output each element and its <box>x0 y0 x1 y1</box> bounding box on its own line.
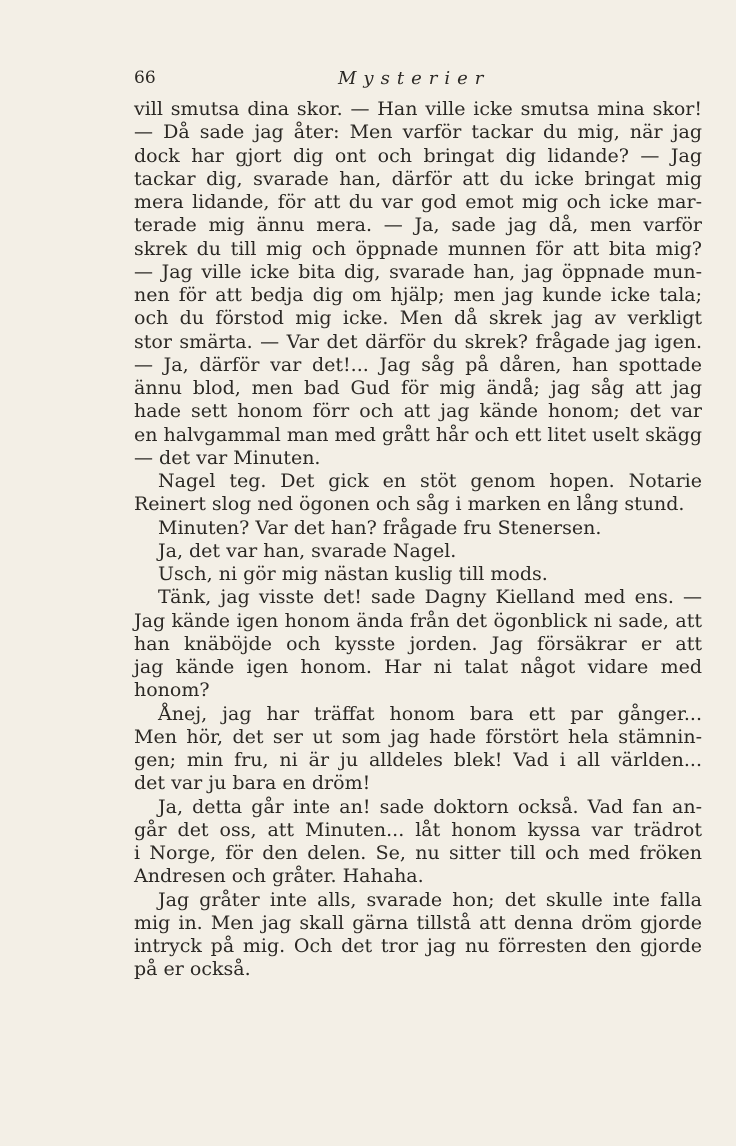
text-line: stor smärta. — Var det därför du skrek? frågade jag igen. <box>134 330 702 353</box>
text-line: en halvgammal man med grått hår och ett litet uselt skägg <box>134 423 703 446</box>
text-line: och du förstod mig icke. Men då skrek jag av verkligt <box>134 307 702 330</box>
text-line: — Ja, därför var det!... Jag såg på dåren, han spottade <box>134 353 702 376</box>
text-line: dock har gjort dig ont och bringat dig lidande? — Jag <box>134 144 702 167</box>
text-line: Ja, detta går inte an! sade doktorn också. Vad fan an- <box>158 795 702 818</box>
text-line: han knäböjde och kysste jorden. Jag försäkrar er att <box>134 632 702 655</box>
text-line: Usch, ni gör mig nästan kuslig till mods. <box>158 563 548 585</box>
text-line: skrek du till mig och öppnade munnen för att bita mig? <box>134 237 702 260</box>
text-line: tackar dig, svarade han, därför att du icke bringat mig <box>134 167 702 190</box>
text-line: vill smutsa dina skor. — Han ville icke smutsa mina skor! <box>134 98 702 120</box>
text-line: hade sett honom förr och att jag kände honom; det var <box>134 400 702 423</box>
text-line: Nagel teg. Det gick en stöt genom hopen. Notarie <box>158 470 702 492</box>
text-line: Ja, det var han, svarade Nagel. <box>158 539 457 562</box>
text-line: i Norge, för den delen. Se, nu sitter till och med fröken <box>134 842 702 864</box>
body-text <box>134 98 702 982</box>
page-header <box>134 64 702 98</box>
text-line: terade mig ännu mera. — Ja, sade jag då, men varför <box>134 214 702 237</box>
page-number: 66 <box>134 68 156 88</box>
text-line: intryck på mig. Och det tror jag nu förresten den gjorde <box>134 935 702 957</box>
text-line: på er också. <box>134 958 251 981</box>
text-line: Ånej, jag har träffat honom bara ett par gånger... <box>158 702 702 725</box>
text-line: — Då sade jag åter: Men varför tackar du mig, när jag <box>134 121 702 144</box>
book-page <box>134 64 702 982</box>
text-line: nen för att bedja dig om hjälp; men jag kunde icke tala; <box>134 284 702 306</box>
text-line: Jag kände igen honom ända från det ögonblick ni sade, att <box>134 609 702 632</box>
text-line: — det var Minuten. <box>134 446 321 469</box>
text-line: Reinert slog ned ögonen och såg i marken en lång stund. <box>134 493 685 516</box>
text-line: — Jag ville icke bita dig, svarade han, jag öppnade mun- <box>134 260 702 283</box>
text-line: Tänk, jag visste det! sade Dagny Kielland med ens. — <box>158 586 702 609</box>
text-line: Minuten? Var det han? frågade fru Stenersen. <box>158 516 602 539</box>
text-line: det var ju bara en dröm! <box>134 772 371 795</box>
text-line: honom? <box>134 679 210 702</box>
text-line: Andresen och gråter. Hahaha. <box>134 865 424 888</box>
text-line: mig in. Men jag skall gärna tillstå att denna dröm gjorde <box>134 911 702 934</box>
text-line: gen; min fru, ni är ju alldeles blek! Vad i all världen... <box>134 749 702 771</box>
text-line: Men hör, det ser ut som jag hade förstört hela stämnin- <box>134 725 702 748</box>
text-line: går det oss, att Minuten... låt honom kyssa var trädrot <box>134 818 702 841</box>
text-line: ännu blod, men bad Gud för mig ändå; jag såg att jag <box>134 377 702 399</box>
text-line: jag kände igen honom. Har ni talat något vidare med <box>134 656 702 678</box>
running-title: Mysterier <box>338 68 491 89</box>
text-line: Jag gråter inte alls, svarade hon; det skulle inte falla <box>158 888 702 911</box>
text-line: mera lidande, för att du var god emot mig och icke mar- <box>134 191 702 213</box>
